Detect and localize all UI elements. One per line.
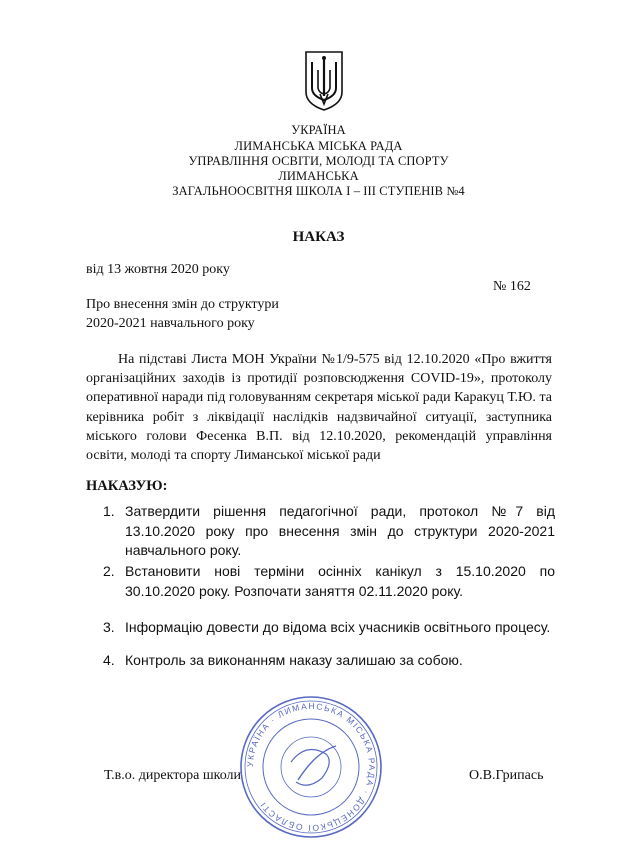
order-item-text: Контроль за виконанням наказу залишаю за собою. [125,652,463,668]
order-heading: НАКАЗУЮ: [86,478,168,494]
subject-line-1: Про внесення змін до структури [86,297,279,312]
document-title: НАКАЗ [292,229,345,245]
order-item-4 [103,651,555,671]
svg-text:УКРАЇНА · ЛИМАНСЬКА МІСЬКА РАД [245,701,377,833]
document-number: № 162 [493,279,531,294]
order-item-text: Затвердити рішення педагогічної ради, протокол №7 від 13.10.2020 року про внесення змін до структури 2020-2021 навчального року. [125,503,555,558]
order-item-number: 3. [103,619,115,635]
order-item-text: Встановити нові терміни осінніх канікул з 15.10.2020 по 30.10.2020 року. Розпочати заняття 02.11.2020 року. [125,563,555,599]
official-stamp-icon [236,692,386,842]
order-item-number: 4. [103,652,115,668]
document-date: від 13 жовтня 2020 року [86,262,230,277]
order-item-text: Інформацію довести до відома всіх учасників освітнього процесу. [125,619,551,635]
header-department: УПРАВЛІННЯ ОСВІТИ, МОЛОДІ ТА СПОРТУ [188,154,449,168]
signature-name: О.В.Грипась [469,768,544,783]
coat-of-arms-icon [304,50,344,112]
signature-position: Т.в.о. директора школи [104,768,242,783]
stamp-text: УКРАЇНА · ЛИМАНСЬКА МІСЬКА РАДА · ДОНЕЦЬКОЇ ОБЛАСТІ [244,700,378,834]
subject-line-2: 2020-2021 навчального року [86,316,255,331]
header-school: ЗАГАЛЬНООСВІТНЯ ШКОЛА І – ІІІ СТУПЕНІВ №4 [172,184,465,198]
order-item-number: 1. [103,503,115,519]
order-item-number: 2. [103,563,115,579]
order-item-3 [103,618,555,638]
preamble-paragraph: На підставі Листа МОН України №1/9-575 від 12.10.2020 «Про вжиття організаційних заходів із протидії розповсюдження COVID-19», протоколу оперативної наради під головуванням секретаря міської ради Каракуц Т.Ю. та керівника робіт з ліквідації наслідків надзвичайної ситуації, заступника міського голови Фесенка В.П. від 12.10.2020, рекомендацій управління освіти, молоді та спорту Лиманської міської ради [86,352,552,464]
document-subject [86,295,279,333]
header-city: ЛИМАНСЬКА [278,169,359,183]
header-city-council: ЛИМАНСЬКА МІСЬКА РАДА [234,139,403,153]
order-item-1 [103,502,555,561]
header-country: УКРАЇНА [291,123,346,137]
order-item-2 [103,562,555,601]
